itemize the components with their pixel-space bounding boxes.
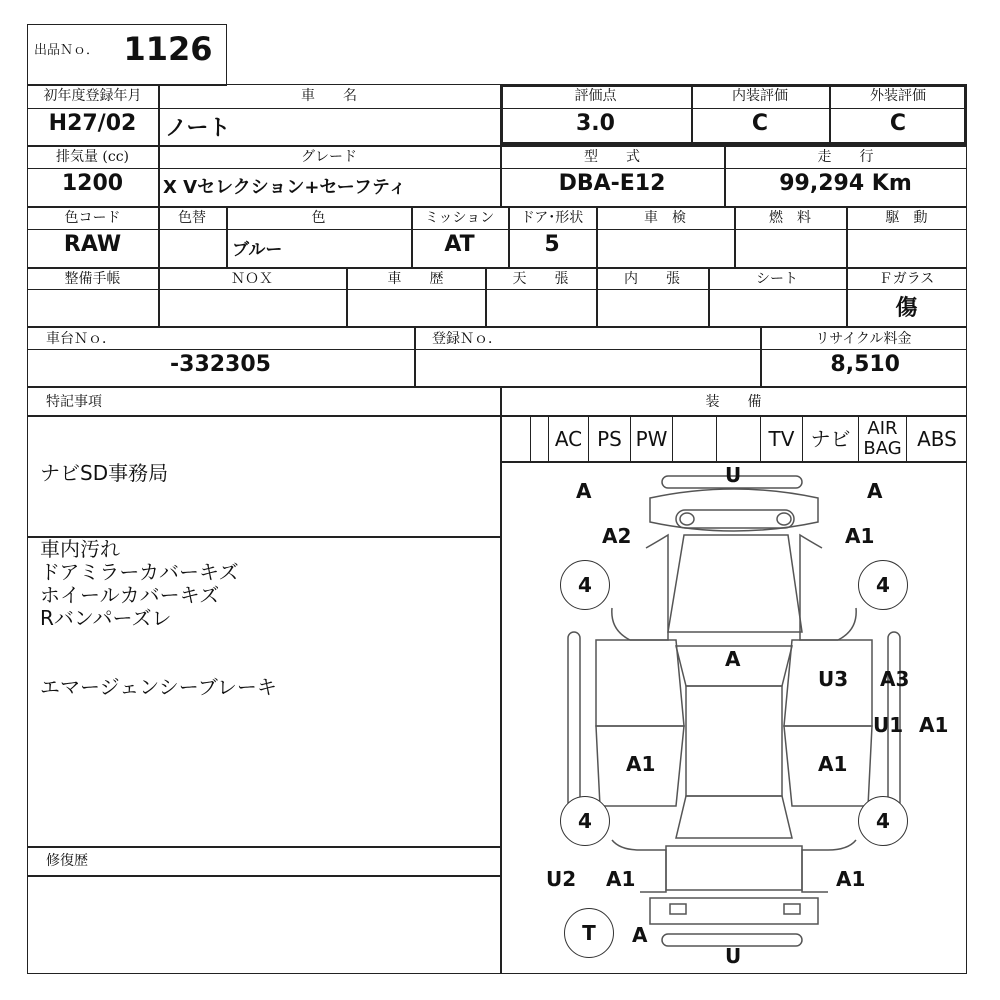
tire-rear-left: 4: [560, 796, 610, 846]
equipment-item: [716, 416, 760, 461]
score-value: 3.0: [576, 111, 615, 136]
tire-front-left: 4: [560, 560, 610, 610]
seat-label: シート: [756, 271, 798, 287]
year-value: H27/02: [48, 111, 137, 136]
history-label: 車 歴: [387, 271, 444, 287]
model-value: DBA-E12: [558, 171, 666, 196]
repaint-label: 色替: [178, 210, 206, 226]
color-label: 色: [311, 210, 326, 226]
name-label: 車 名: [301, 88, 357, 104]
mark-left-fender: A2: [602, 524, 632, 548]
mark-left-rear-door: A1: [626, 752, 656, 776]
interior-label: 内装評価: [732, 88, 788, 104]
interior-value: C: [751, 111, 769, 136]
drive-label: 駆 動: [885, 210, 928, 226]
mark-left-rear-2: A1: [606, 867, 636, 891]
equipment-item: [530, 416, 548, 461]
mark-front-left-corner: A: [576, 479, 592, 503]
mileage-label: 走 行: [817, 149, 874, 165]
equipment-item: AC: [548, 416, 588, 461]
interior-trim-label: 内 張: [624, 271, 680, 287]
mark-right-side-1: U1: [873, 713, 904, 737]
model-label: 型 式: [584, 149, 640, 165]
mark-right-side-2: A1: [919, 713, 949, 737]
equipment-item: ABS: [906, 416, 967, 461]
score-label: 評価点: [574, 88, 617, 104]
door-label: ドア･形状: [520, 210, 584, 226]
sunroof-label: 天 張: [512, 271, 569, 287]
mark-rear-bumper: U: [725, 944, 742, 968]
exterior-label: 外装評価: [870, 88, 926, 104]
chassis-value: -332305: [170, 352, 271, 377]
grade-label: グレード: [301, 149, 357, 165]
lot-label: 出品Ｎｏ．: [34, 43, 100, 58]
notes-lower: 車内汚れ ドアミラーカバーキズ ホイールカバーキズ Rバンパーズレ エマージェンシーブレーキ: [40, 537, 277, 699]
equipment-item: [672, 416, 716, 461]
tire-rear-right: 4: [858, 796, 908, 846]
color-value: ブルー: [232, 240, 283, 260]
equipment-item: PS: [588, 416, 630, 461]
mileage-value: 99,294 Km: [779, 171, 912, 196]
mission-label: ミッション: [424, 210, 495, 226]
door-value: 5: [544, 232, 560, 257]
mark-left-rear-1: U2: [546, 867, 577, 891]
mark-front-right-corner: A: [867, 479, 883, 503]
recycle-label: リサイクル料金: [815, 331, 912, 347]
fuel-label: 燃 料: [769, 210, 811, 226]
exterior-value: C: [889, 111, 907, 136]
color-code-value: RAW: [63, 232, 122, 257]
mark-windshield: A: [725, 647, 741, 671]
recycle-value: 8,510: [830, 352, 900, 377]
reg-label: 登録Ｎｏ．: [432, 331, 502, 347]
color-code-label: 色コード: [64, 210, 121, 226]
mark-right-rear: A1: [836, 867, 866, 891]
mark-spare: A: [632, 923, 648, 947]
cc-label: 排気量 (cc): [55, 149, 130, 165]
maint-label: 整備手帳: [64, 271, 121, 287]
equipment-title: 装 備: [705, 394, 762, 410]
chassis-label: 車台Ｎｏ．: [46, 331, 116, 347]
notes-upper: ナビSD事務局: [40, 461, 169, 485]
nox-label: ＮＯＸ: [231, 271, 273, 287]
mark-right-front-door-2: A3: [880, 667, 910, 691]
equipment-item: AIR BAG: [858, 416, 906, 461]
fglass-value: 傷: [895, 296, 918, 321]
name-value: ノート: [165, 116, 231, 141]
mark-front-bumper: U: [725, 463, 742, 487]
mark-right-fender: A1: [845, 524, 875, 548]
cc-value: 1200: [61, 171, 124, 196]
notes-title: 特記事項: [46, 394, 102, 410]
fglass-label: Ｆガラス: [878, 271, 935, 287]
tire-front-right: 4: [858, 560, 908, 610]
grade-value: X Vセレクション+セーフティ: [163, 177, 407, 198]
mission-value: AT: [444, 232, 475, 257]
repair-label: 修復歴: [46, 853, 88, 869]
mark-right-rear-door: A1: [818, 752, 848, 776]
inspection-label: 車 検: [644, 210, 686, 226]
equipment-item: TV: [760, 416, 802, 461]
mark-right-front-door: U3: [818, 667, 849, 691]
year-label: 初年度登録年月: [43, 88, 142, 104]
equipment-item: ナビ: [802, 416, 858, 461]
equipment-item: PW: [630, 416, 672, 461]
spare-tire: T: [564, 908, 614, 958]
lot-number: 1126: [123, 30, 213, 68]
